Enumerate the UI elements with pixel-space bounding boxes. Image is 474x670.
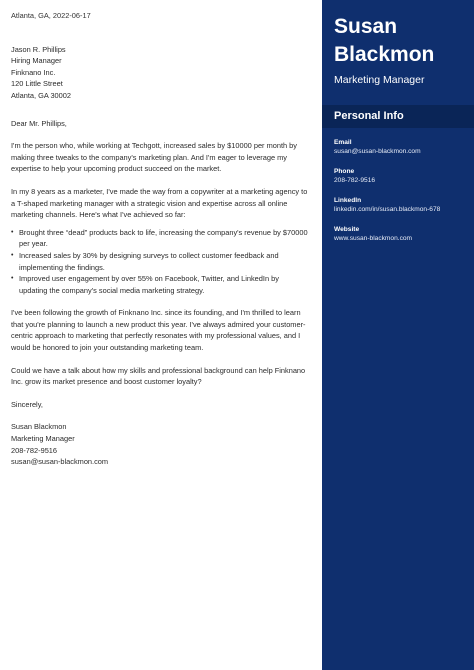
contact-phone bbox=[334, 167, 462, 186]
bullet-icon: • bbox=[11, 228, 14, 236]
signature-title: Marketing Manager bbox=[11, 434, 75, 444]
signature-name: Susan Blackmon bbox=[11, 422, 67, 432]
company-interest-paragraph: I've been following the growth of Finknano Inc. since its founding, and I'm thrilled to learn that you're planning to launch a new product this year. I've always admired your customer-centric approach to marketing that perfectly resonates with my professional values, and I would be honored to join your outstanding marketing team. bbox=[11, 308, 306, 353]
bullet-icon: • bbox=[11, 251, 14, 259]
achievement-text: Brought three “dead” products back to life, increasing the company's revenue by $70000 per year. bbox=[19, 227, 308, 249]
contact-list bbox=[322, 128, 474, 244]
achievement-item bbox=[11, 273, 308, 296]
recipient-company: Finknano Inc. bbox=[11, 67, 56, 77]
sidebar bbox=[322, 0, 474, 670]
signature-block bbox=[11, 421, 308, 467]
contact-label: LinkedIn bbox=[334, 197, 362, 204]
website-value: www.susan-blackmon.com bbox=[334, 235, 413, 242]
recipient-name: Jason R. Phillips bbox=[11, 44, 66, 54]
experience-paragraph: In my 8 years as a marketer, I've made the way from a copywriter at a marketing agency to a T-shaped marketing manager with a strategic vision and expertise across all online marketing channels. Here's what I've achieved so far: bbox=[11, 186, 308, 220]
recipient-block bbox=[11, 44, 308, 102]
achievement-item bbox=[11, 250, 308, 273]
phone-value: 208-782-9516 bbox=[334, 177, 376, 184]
contact-website bbox=[334, 225, 462, 244]
first-name: Susan bbox=[334, 15, 398, 38]
signature-email: susan@susan-blackmon.com bbox=[11, 457, 109, 467]
email-value: susan@susan-blackmon.com bbox=[334, 148, 421, 155]
recipient-city: Atlanta, GA 30002 bbox=[11, 90, 71, 100]
contact-label: Website bbox=[334, 226, 360, 233]
contact-label: Email bbox=[334, 139, 352, 146]
candidate-job-title: Marketing Manager bbox=[334, 74, 425, 86]
closing: Sincerely, bbox=[11, 399, 43, 409]
contact-linkedin bbox=[334, 196, 462, 215]
recipient-street: 120 Little Street bbox=[11, 79, 63, 89]
bullet-icon: • bbox=[11, 275, 14, 283]
linkedin-value: linkedin.com/in/susan.blackmon-678 bbox=[334, 206, 441, 213]
candidate-name bbox=[322, 0, 474, 69]
contact-email bbox=[334, 138, 462, 157]
recipient-title: Hiring Manager bbox=[11, 56, 62, 66]
opening-paragraph: I'm the person who, while working at Techgott, increased sales by $10000 per month by making three tweaks to the company's marketing plan. And I'm eager to leverage my expertise to help your upcoming product succeed on the market. bbox=[11, 141, 297, 174]
achievement-text: Improved user engagement by over 55% on Facebook, Twitter, and LinkedIn by updating the company's social media marketing strategy. bbox=[19, 274, 279, 295]
personal-info-heading: Personal Info bbox=[322, 105, 474, 128]
salutation: Dear Mr. Phillips, bbox=[11, 118, 67, 128]
achievements-list bbox=[11, 227, 308, 297]
contact-label: Phone bbox=[334, 168, 355, 175]
call-to-action-paragraph: Could we have a talk about how my skills and professional background can help Finknano Inc. grow its market presence and boost customer loyalty? bbox=[11, 365, 306, 387]
last-name: Blackmon bbox=[334, 43, 435, 66]
achievement-item bbox=[11, 227, 308, 250]
achievement-text: Increased sales by 30% by designing surveys to collect customer feedback and implementing the findings. bbox=[19, 250, 279, 272]
letter-date-location: Atlanta, GA, 2022-06-17 bbox=[11, 11, 91, 20]
signature-phone: 208-782-9516 bbox=[11, 445, 58, 455]
